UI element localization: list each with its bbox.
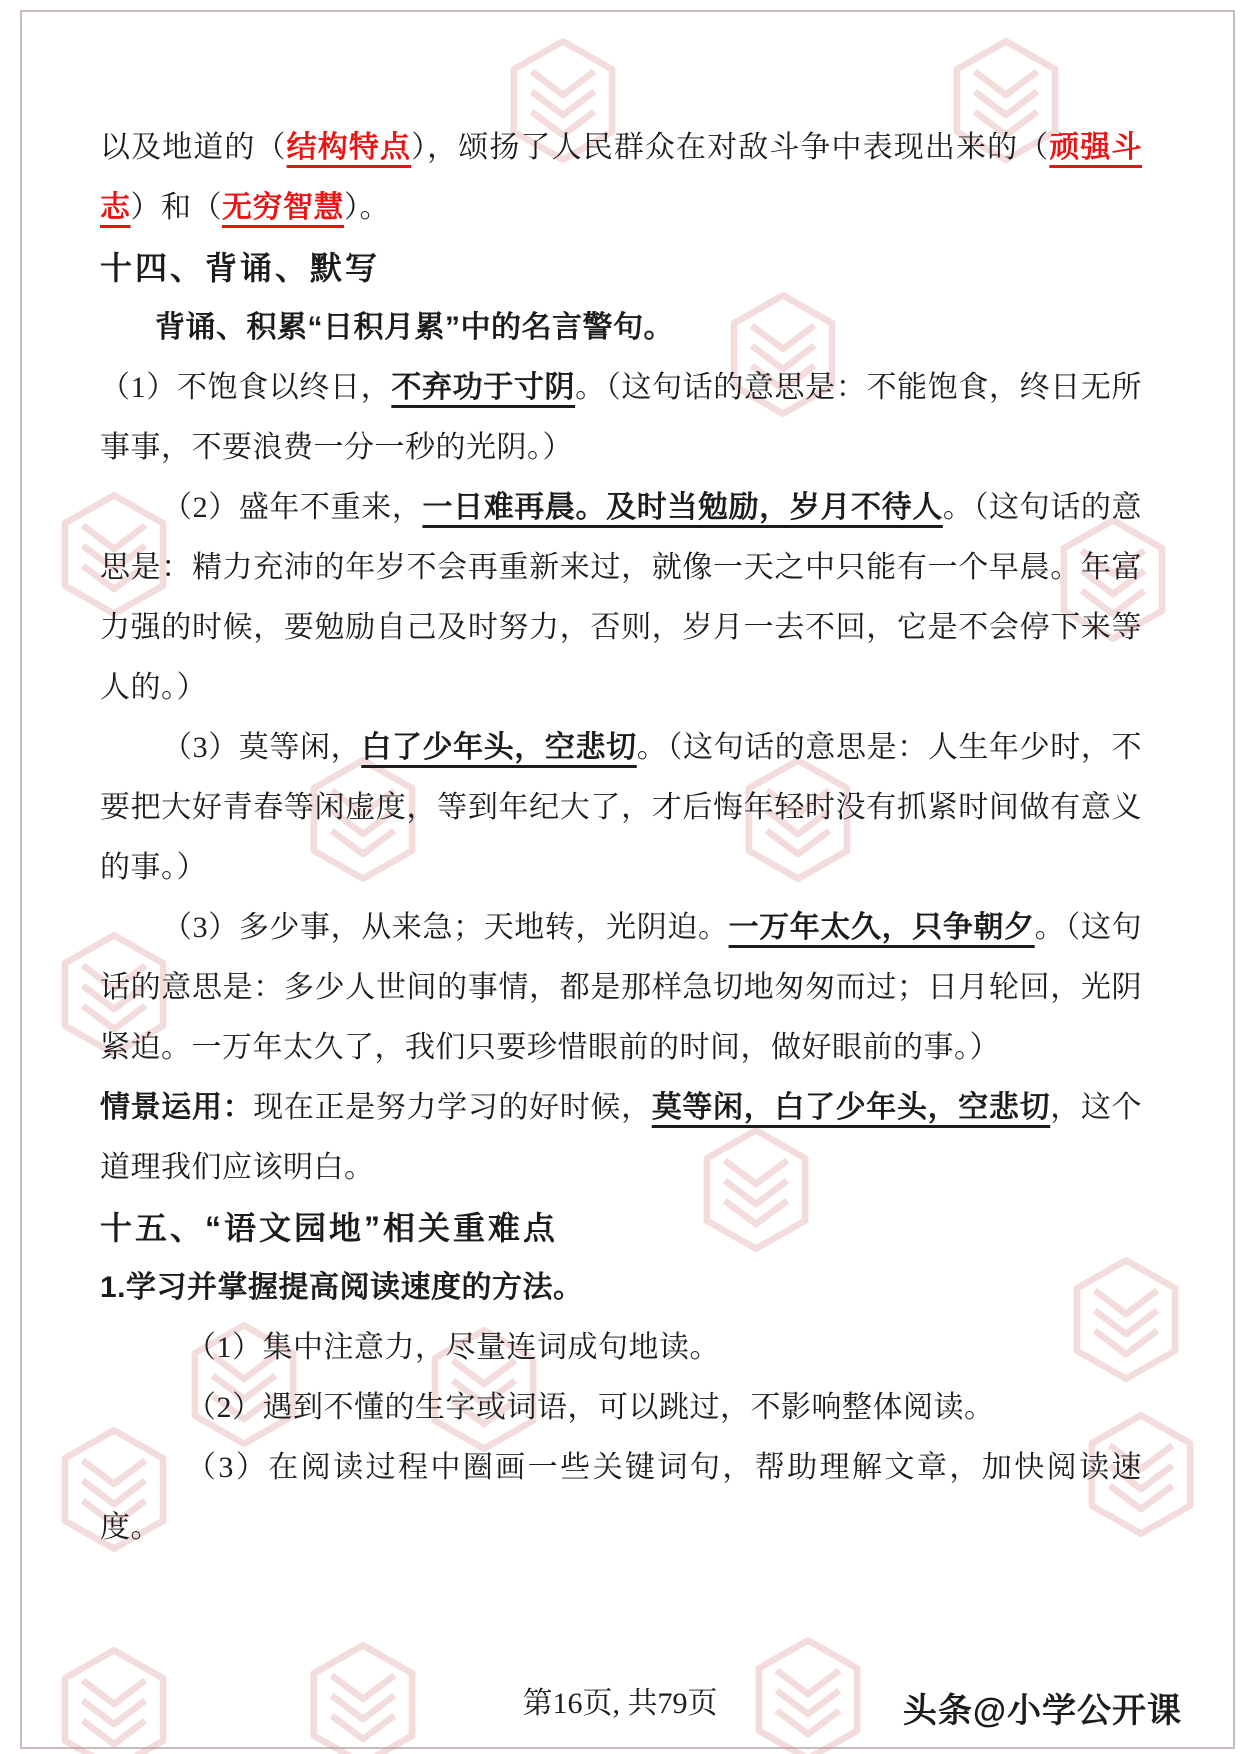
scenario-usage-text: 现在正是努力学习的好时候， [253,1091,652,1124]
quote-3-text: 。（这句话的意思是：人生年少时，不要把大好青春等闲虚度，等到年纪大了，才后悔年轻时没有抓紧时间做有意义的事。） [100,731,1142,884]
quote-1 [100,358,1142,478]
quote-3-text: （3）莫等闲， [162,731,362,764]
intro-paragraph-text: ）。 [344,191,390,224]
intro-paragraph-text: 结构特点 [286,131,412,164]
quote-1-text: （1）不饱食以终日， [100,371,392,404]
section-15-heading-text: 十五、“语文园地”相关重难点 [100,1210,559,1246]
section-14-heading [100,238,1142,298]
scenario-usage-text: 情景运用： [100,1091,254,1124]
method-3 [100,1438,1142,1558]
scenario-usage-text: 莫等闲，白了少年头，空悲切 [651,1091,1051,1124]
method-2-text: （2）遇到不懂的生字或词语，可以跳过，不影响整体阅读。 [186,1391,995,1424]
section-14-subheading [100,298,1142,358]
intro-paragraph-text: 以及地道的（ [100,131,287,164]
quote-4 [100,898,1142,1078]
method-1-text: （1）集中注意力，尽量连词成句地读。 [186,1331,720,1364]
section-14-subheading-text: 背诵、积累“日积月累”中的名言警句。 [155,311,674,344]
credit-watermark: 头条@小学公开课 [902,1692,1182,1730]
scenario-usage [100,1078,1142,1198]
section-15-heading [100,1198,1142,1258]
quote-4-text: （3）多少事，从来急；天地转，光阴迫。 [162,911,729,944]
quote-3 [100,718,1142,898]
quote-1-text: 。（这句话的意思是：不能饱食，终日无所事事，不要浪费一分一秒的光阴。） [100,371,1143,464]
section-14-heading-text: 十四、背诵、默写 [100,250,381,286]
point-1-text: 1.学习并掌握提高阅读速度的方法。 [100,1271,584,1304]
quote-2-text: （2）盛年不重来， [162,491,423,524]
document-content [100,118,1142,1558]
quote-3-text: 白了少年头，空悲切 [361,731,637,764]
quote-2 [100,478,1142,718]
quote-4-text: 。（这句话的意思是：多少人世间的事情，都是那样急切地匆匆而过；日月轮回，光阴紧迫。一万年太久了，我们只要珍惜眼前的时间，做好眼前的事。） [100,911,1142,1064]
quote-4-text: 一万年太久，只争朝夕 [728,911,1035,944]
scenario-usage-text: ，这个道理我们应该明白。 [100,1091,1143,1184]
intro-paragraph-text: ），颂扬了人民群众在对敌斗争中表现出来的（ [411,131,1050,164]
intro-paragraph-text: 顽强斗志 [100,131,1143,224]
method-3-text: （3）在阅读过程中圈画一些关键词句，帮助理解文章，加快阅读速度。 [100,1451,1142,1544]
page-number: 第16页, 共79页 [522,1687,718,1720]
method-2 [100,1378,1142,1438]
intro-paragraph-text: 无穷智慧 [222,191,344,224]
intro-paragraph [100,118,1142,238]
intro-paragraph-text: ）和（ [130,191,222,224]
quote-2-text: 一日难再晨。及时当勉励，岁月不待人 [422,491,943,524]
quote-2-text: 。（这句话的意思是：精力充沛的年岁不会再重新来过，就像一天之中只能有一个早晨。年富力强的时候，要勉励自己及时努力，否则，岁月一去不回，它是不会停下来等人的。） [100,491,1142,704]
method-1 [100,1318,1142,1378]
point-1 [100,1258,1142,1318]
quote-1-text: 不弃功于寸阴 [391,371,576,404]
